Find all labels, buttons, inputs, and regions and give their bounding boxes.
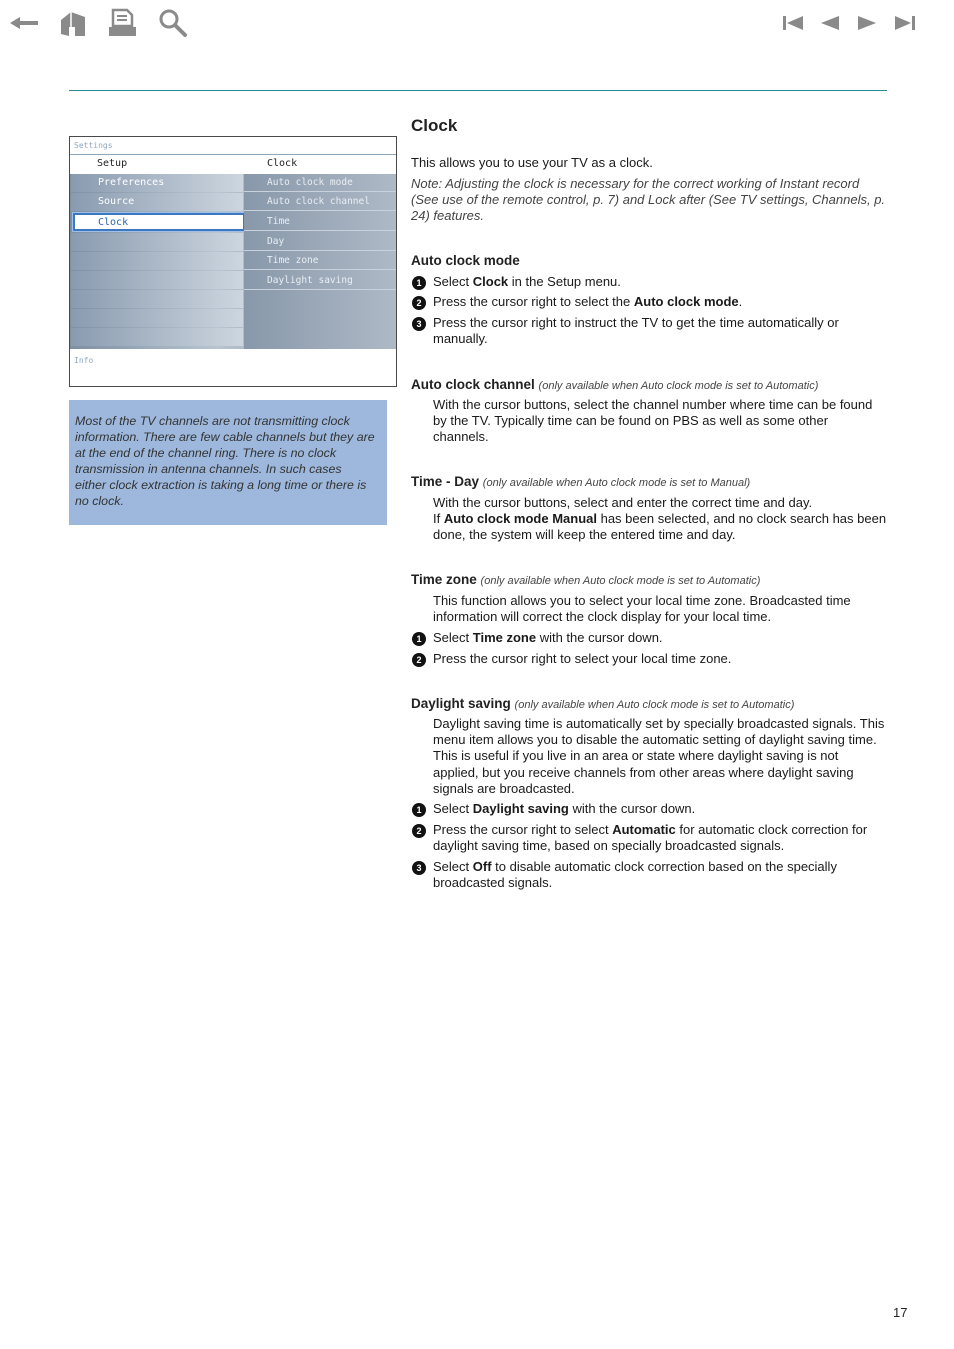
- tv-menu-empty-row: [71, 328, 243, 346]
- tv-menu-empty-row: [71, 233, 243, 251]
- intro-text: This allows you to use your TV as a clock.: [411, 155, 653, 170]
- section-heading-auto-clock-mode: Auto clock mode: [411, 253, 520, 268]
- tv-menu-item-clock-selected: Clock: [73, 213, 245, 231]
- tv-menu-empty-row: [71, 309, 243, 327]
- step-number-icon: 1: [412, 632, 426, 646]
- time-day-text: With the cursor buttons, select and enter the correct time and day. If Auto clock mode Manual has been selected, and no clock search has been done, the system will keep the entered time and day.: [433, 495, 887, 543]
- section-heading-auto-clock-channel: Auto clock channel (only available when Auto clock mode is set to Automatic): [411, 377, 819, 392]
- tv-menu-left-header: Setup: [97, 158, 128, 169]
- tv-submenu-day: Day: [244, 233, 396, 251]
- previous-page-icon[interactable]: [819, 8, 841, 38]
- tv-submenu-auto-clock-channel: Auto clock channel: [244, 193, 396, 211]
- page-title: Clock: [411, 116, 458, 135]
- step-number-icon: 2: [412, 296, 426, 310]
- tv-submenu-daylight-saving: Daylight saving: [244, 272, 396, 290]
- tv-menu-info-label: Info: [74, 356, 94, 365]
- tv-menu-right-header: Clock: [267, 158, 298, 169]
- header-divider: [69, 90, 887, 91]
- condition-note: (only available when Auto clock mode is set to Automatic): [538, 380, 819, 392]
- next-page-icon[interactable]: [856, 8, 878, 38]
- tv-menu-submenu: [244, 174, 396, 349]
- time-zone-text: This function allows you to select your local time zone. Broadcasted time information will correct the clock display for your local time.: [433, 593, 851, 625]
- search-icon[interactable]: [158, 8, 188, 38]
- condition-note: (only available when Auto clock mode is set to Automatic): [480, 575, 761, 587]
- section-heading-daylight-saving: Daylight saving (only available when Auto clock mode is set to Automatic): [411, 696, 795, 711]
- tv-menu-empty-row: [71, 271, 243, 289]
- tv-menu-divider: [70, 154, 396, 155]
- step-number-icon: 2: [412, 824, 426, 838]
- tv-menu-body: [70, 174, 396, 349]
- tv-menu-empty-row: [71, 290, 243, 308]
- step-number-icon: 1: [412, 803, 426, 817]
- first-page-icon[interactable]: [781, 8, 805, 38]
- tv-menu-title: Settings: [74, 141, 113, 150]
- tv-menu-item-preferences: Preferences: [71, 174, 243, 192]
- tv-menu-empty-row: [71, 252, 243, 270]
- daylight-saving-text: Daylight saving time is automatically set by specially broadcasted signals. This menu item allows you to disable the automatic setting of daylight saving time. This is useful if you live in an area or state where daylight saving is not applied, but you receive channels from other areas where daylight saving signals are broadcasted.: [433, 716, 885, 796]
- step-number-icon: 3: [412, 861, 426, 875]
- last-page-icon[interactable]: [893, 8, 917, 38]
- tv-submenu-time: Time: [244, 213, 396, 231]
- print-icon[interactable]: [107, 8, 139, 38]
- condition-note: (only available when Auto clock mode is set to Manual): [482, 477, 751, 489]
- condition-note: (only available when Auto clock mode is set to Automatic): [514, 699, 795, 711]
- home-icon[interactable]: [58, 8, 88, 38]
- tv-menu-screenshot: [69, 136, 397, 387]
- auto-clock-channel-text: With the cursor buttons, select the channel number where time can be found by the TV. Typically time can be found on PBS as well as some other channels.: [433, 397, 873, 445]
- note-text: Note: Adjusting the clock is necessary for the correct working of Instant record (See use of the remote control, p. 7) and Lock after (See TV settings, Channels, p. 24) features.: [411, 176, 886, 224]
- section-heading-time-day: Time - Day (only available when Auto clock mode is set to Manual): [411, 474, 751, 489]
- tv-submenu-time-zone: Time zone: [244, 252, 396, 270]
- step-number-icon: 3: [412, 317, 426, 331]
- tip-box: Most of the TV channels are not transmitting clock information. There are few cable channels but they are at the end of the channel ring. There is no clock transmission in antenna channels. In such cases either clock extraction is taking a long time or there is no clock.: [69, 400, 387, 525]
- page-number: 17: [893, 1305, 908, 1320]
- section-heading-time-zone: Time zone (only available when Auto clock mode is set to Automatic): [411, 572, 761, 587]
- tv-submenu-auto-clock-mode: Auto clock mode: [244, 174, 396, 192]
- back-arrow-icon[interactable]: [8, 8, 40, 38]
- step-number-icon: 1: [412, 276, 426, 290]
- step-number-icon: 2: [412, 653, 426, 667]
- tv-menu-item-source: Source: [71, 193, 243, 211]
